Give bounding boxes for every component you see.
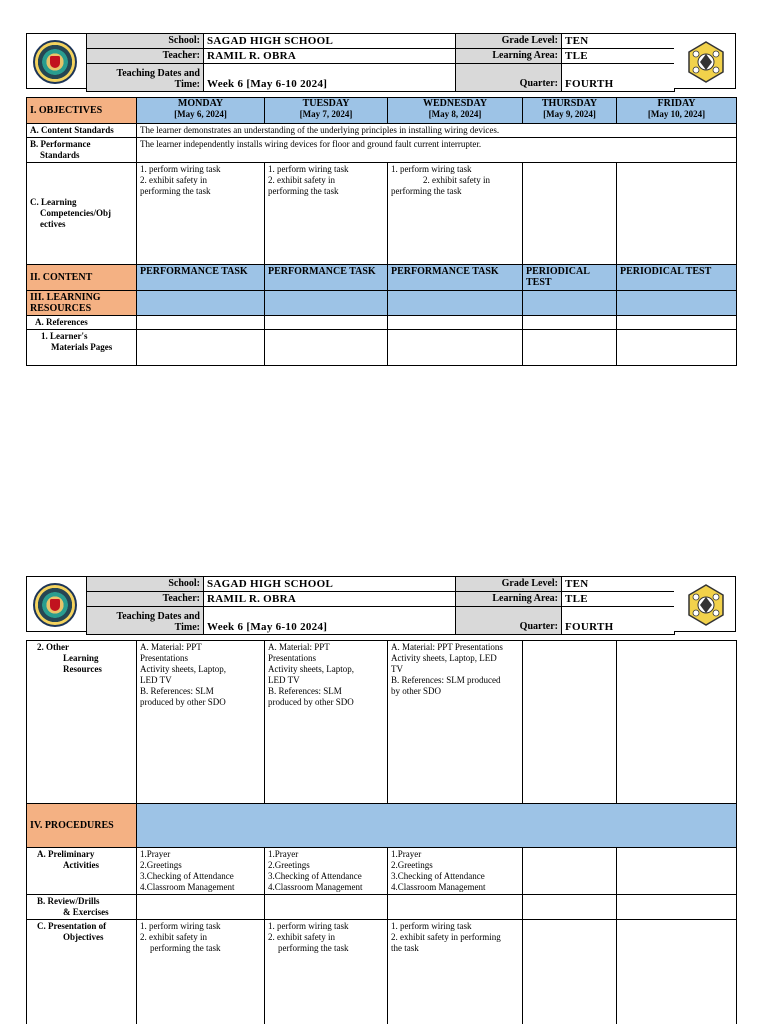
empty-cell bbox=[388, 316, 523, 330]
empty-cell bbox=[137, 895, 265, 920]
competencies-tuesday bbox=[265, 163, 388, 265]
list-item: 2. exhibit safety in bbox=[140, 932, 207, 942]
empty-cell bbox=[388, 330, 523, 366]
label-line: C. Presentation of bbox=[37, 921, 107, 931]
list-item: 2. exhibit safety in bbox=[268, 932, 335, 942]
content-friday: PERIODICAL TEST bbox=[617, 265, 737, 291]
list-item: performing the task bbox=[391, 186, 462, 196]
label-line: A. Preliminary bbox=[37, 849, 95, 859]
content-wednesday: PERFORMANCE TASK bbox=[388, 265, 523, 291]
header-info-table bbox=[86, 33, 675, 92]
label-line: B. Review/Drills bbox=[37, 896, 100, 906]
list-item: Presentations bbox=[140, 653, 188, 663]
list-item: 3.Checking of Attendance bbox=[268, 871, 362, 881]
list-item: performing the task bbox=[140, 186, 211, 196]
empty-cell bbox=[265, 895, 388, 920]
list-item: A. Material: PPT bbox=[140, 642, 202, 652]
list-item: 2. exhibit safety in performing bbox=[391, 932, 501, 942]
list-item: Presentations bbox=[268, 653, 316, 663]
crest-cell bbox=[674, 33, 736, 89]
resources-monday bbox=[137, 291, 265, 316]
day-name: FRIDAY bbox=[657, 98, 696, 109]
list-item: 1. perform wiring task bbox=[391, 921, 472, 931]
empty-cell bbox=[617, 330, 737, 366]
preliminary-tuesday bbox=[265, 848, 388, 895]
resources-friday bbox=[617, 291, 737, 316]
list-item: TV bbox=[391, 664, 403, 674]
day-date: [May 10, 2024] bbox=[647, 109, 706, 119]
school-seal-icon bbox=[33, 40, 77, 84]
teaching-dates-label-line1: Teaching Dates and bbox=[116, 611, 200, 622]
list-item: B. References: SLM bbox=[268, 686, 342, 696]
empty-cell bbox=[617, 316, 737, 330]
performance-standards-label bbox=[27, 138, 137, 163]
page1-header bbox=[26, 33, 736, 89]
learning-area-label: Learning Area: bbox=[456, 49, 562, 64]
other-resources-label bbox=[27, 641, 137, 804]
list-item: the task bbox=[391, 943, 419, 953]
page2-header bbox=[26, 576, 736, 632]
list-item: 1. perform wiring task bbox=[140, 921, 221, 931]
presentation-friday bbox=[617, 920, 737, 1024]
empty-cell bbox=[523, 895, 617, 920]
grade-level-label: Grade Level: bbox=[456, 577, 562, 592]
day-date: [May 7, 2024] bbox=[299, 109, 353, 119]
list-item: performing the task bbox=[278, 943, 349, 953]
list-item: 2.Greetings bbox=[140, 860, 182, 870]
teacher-value: RAMIL R. OBRA bbox=[204, 49, 456, 64]
label-line: Objectives bbox=[63, 932, 104, 942]
day-header-tuesday bbox=[265, 98, 388, 124]
list-item: A. Material: PPT bbox=[268, 642, 330, 652]
day-name: TUESDAY bbox=[302, 98, 350, 109]
list-item: LED TV bbox=[140, 675, 172, 685]
presentation-tuesday bbox=[265, 920, 388, 1024]
school-seal-cell bbox=[26, 576, 86, 632]
list-item: 1. perform wiring task bbox=[140, 164, 221, 174]
list-item: 2. exhibit safety in bbox=[140, 175, 207, 185]
day-header-thursday bbox=[523, 98, 617, 124]
content-standards-text: The learner demonstrates an understanding of the underlying principles in installing wiring devices. bbox=[137, 124, 737, 138]
day-date: [May 6, 2024] bbox=[174, 109, 227, 119]
day-header-monday bbox=[137, 98, 265, 124]
list-item: B. References: SLM bbox=[140, 686, 214, 696]
list-item: 2. exhibit safety in bbox=[423, 175, 490, 185]
school-label: School: bbox=[87, 577, 204, 592]
content-tuesday: PERFORMANCE TASK bbox=[265, 265, 388, 291]
list-item: 4.Classroom Management bbox=[140, 882, 235, 892]
list-item: 1. perform wiring task bbox=[268, 164, 349, 174]
content-monday: PERFORMANCE TASK bbox=[137, 265, 265, 291]
grade-level-value: TEN bbox=[562, 34, 675, 49]
resources-thursday bbox=[523, 291, 617, 316]
list-item: performing the task bbox=[150, 943, 221, 953]
teaching-dates-value: Week 6 [May 6-10 2024] bbox=[204, 607, 456, 635]
competencies-friday bbox=[617, 163, 737, 265]
list-item: 1.Prayer bbox=[268, 849, 299, 859]
presentation-thursday bbox=[523, 920, 617, 1024]
list-item: 2. exhibit safety in bbox=[268, 175, 335, 185]
label-line: III. LEARNING bbox=[30, 292, 101, 303]
empty-cell bbox=[523, 316, 617, 330]
presentation-monday bbox=[137, 920, 265, 1024]
preliminary-thursday bbox=[523, 848, 617, 895]
list-item: 1. perform wiring task bbox=[268, 921, 349, 931]
label-line: 1. Learner's bbox=[41, 331, 88, 341]
teacher-label: Teacher: bbox=[87, 49, 204, 64]
list-item: produced by other SDO bbox=[268, 697, 354, 707]
teaching-dates-label bbox=[87, 607, 204, 635]
learning-resources-header bbox=[27, 291, 137, 316]
preliminary-wednesday bbox=[388, 848, 523, 895]
competencies-thursday bbox=[523, 163, 617, 265]
references-label: A. References bbox=[27, 316, 137, 330]
teaching-dates-value: Week 6 [May 6-10 2024] bbox=[204, 64, 456, 92]
day-name: WEDNESDAY bbox=[422, 98, 488, 109]
label-line: Standards bbox=[40, 150, 80, 160]
teaching-dates-label-line2: Time: bbox=[174, 622, 200, 633]
other-resources-thursday bbox=[523, 641, 617, 804]
dll-table-page1 bbox=[26, 97, 737, 366]
list-item: Activity sheets, Laptop, bbox=[140, 664, 226, 674]
list-item: by other SDO bbox=[391, 686, 441, 696]
deped-crest-icon bbox=[686, 583, 726, 627]
crest-cell bbox=[674, 576, 736, 632]
empty-cell bbox=[265, 330, 388, 366]
other-resources-friday bbox=[617, 641, 737, 804]
learning-area-label: Learning Area: bbox=[456, 592, 562, 607]
preliminary-monday bbox=[137, 848, 265, 895]
label-line: ectives bbox=[40, 219, 66, 229]
list-item: 1.Prayer bbox=[140, 849, 171, 859]
teacher-value: RAMIL R. OBRA bbox=[204, 592, 456, 607]
day-name: THURSDAY bbox=[541, 98, 598, 109]
empty-cell bbox=[265, 316, 388, 330]
day-header-wednesday bbox=[388, 98, 523, 124]
school-seal-cell bbox=[26, 33, 86, 89]
other-resources-monday bbox=[137, 641, 265, 804]
teacher-label: Teacher: bbox=[87, 592, 204, 607]
grade-level-label: Grade Level: bbox=[456, 34, 562, 49]
teaching-dates-label-line2: Time: bbox=[174, 79, 200, 90]
grade-level-value: TEN bbox=[562, 577, 675, 592]
list-item: 1. perform wiring task bbox=[391, 164, 472, 174]
list-item: B. References: SLM produced bbox=[391, 675, 501, 685]
preliminary-friday bbox=[617, 848, 737, 895]
learning-competencies-label bbox=[27, 163, 137, 265]
presentation-objectives-label bbox=[27, 920, 137, 1024]
content-header: II. CONTENT bbox=[27, 265, 137, 291]
procedures-band bbox=[137, 804, 737, 848]
review-drills-label bbox=[27, 895, 137, 920]
teaching-dates-label-line1: Teaching Dates and bbox=[116, 68, 200, 79]
day-date: [May 8, 2024] bbox=[428, 109, 482, 119]
header-info-table bbox=[86, 576, 675, 635]
list-item: performing the task bbox=[268, 186, 339, 196]
label-line: RESOURCES bbox=[30, 303, 92, 314]
list-item: 1.Prayer bbox=[391, 849, 422, 859]
school-label: School: bbox=[87, 34, 204, 49]
quarter-value: FOURTH bbox=[562, 64, 675, 92]
day-header-friday bbox=[617, 98, 737, 124]
other-resources-wednesday bbox=[388, 641, 523, 804]
label-line: & Exercises bbox=[63, 907, 109, 917]
list-item: 4.Classroom Management bbox=[268, 882, 363, 892]
label-line: Activities bbox=[63, 860, 99, 870]
list-item: Activity sheets, Laptop, LED bbox=[391, 653, 497, 663]
content-standards-label: A. Content Standards bbox=[27, 124, 137, 138]
label-line: Resources bbox=[63, 664, 102, 674]
school-seal-icon bbox=[33, 583, 77, 627]
day-name: MONDAY bbox=[177, 98, 224, 109]
performance-standards-text: The learner independently installs wiring devices for floor and ground fault current interrupter. bbox=[137, 138, 737, 163]
label-line: C. Learning bbox=[30, 197, 77, 207]
competencies-wednesday bbox=[388, 163, 523, 265]
label-line: 2. Other bbox=[37, 642, 69, 652]
dll-table-page2 bbox=[26, 640, 737, 1024]
list-item: LED TV bbox=[268, 675, 300, 685]
list-item: 2.Greetings bbox=[268, 860, 310, 870]
content-thursday: PERIODICAL TEST bbox=[523, 265, 617, 291]
list-item: Activity sheets, Laptop, bbox=[268, 664, 354, 674]
quarter-value: FOURTH bbox=[562, 607, 675, 635]
day-date: [May 9, 2024] bbox=[543, 109, 596, 119]
label-line: Learning bbox=[63, 653, 99, 663]
teaching-dates-label bbox=[87, 64, 204, 92]
school-value: SAGAD HIGH SCHOOL bbox=[204, 577, 456, 592]
list-item: produced by other SDO bbox=[140, 697, 226, 707]
objectives-header: I. OBJECTIVES bbox=[27, 98, 137, 124]
procedures-header: IV. PROCEDURES bbox=[27, 804, 137, 848]
quarter-label: Quarter: bbox=[456, 64, 562, 92]
list-item: 3.Checking of Attendance bbox=[391, 871, 485, 881]
list-item: 3.Checking of Attendance bbox=[140, 871, 234, 881]
resources-wednesday bbox=[388, 291, 523, 316]
other-resources-tuesday bbox=[265, 641, 388, 804]
empty-cell bbox=[388, 895, 523, 920]
list-item: 4.Classroom Management bbox=[391, 882, 486, 892]
competencies-monday bbox=[137, 163, 265, 265]
empty-cell bbox=[137, 330, 265, 366]
learning-area-value: TLE bbox=[562, 49, 675, 64]
learners-materials-label bbox=[27, 330, 137, 366]
empty-cell bbox=[137, 316, 265, 330]
label-line: Materials Pages bbox=[51, 342, 113, 352]
list-item: 2.Greetings bbox=[391, 860, 433, 870]
empty-cell bbox=[617, 895, 737, 920]
empty-cell bbox=[523, 330, 617, 366]
quarter-label: Quarter: bbox=[456, 607, 562, 635]
learning-area-value: TLE bbox=[562, 592, 675, 607]
label-line: B. Performance bbox=[30, 139, 91, 149]
school-value: SAGAD HIGH SCHOOL bbox=[204, 34, 456, 49]
resources-tuesday bbox=[265, 291, 388, 316]
list-item: A. Material: PPT Presentations bbox=[391, 642, 503, 652]
label-line: Competencies/Obj bbox=[40, 208, 111, 218]
presentation-wednesday bbox=[388, 920, 523, 1024]
deped-crest-icon bbox=[686, 40, 726, 84]
preliminary-activities-label bbox=[27, 848, 137, 895]
